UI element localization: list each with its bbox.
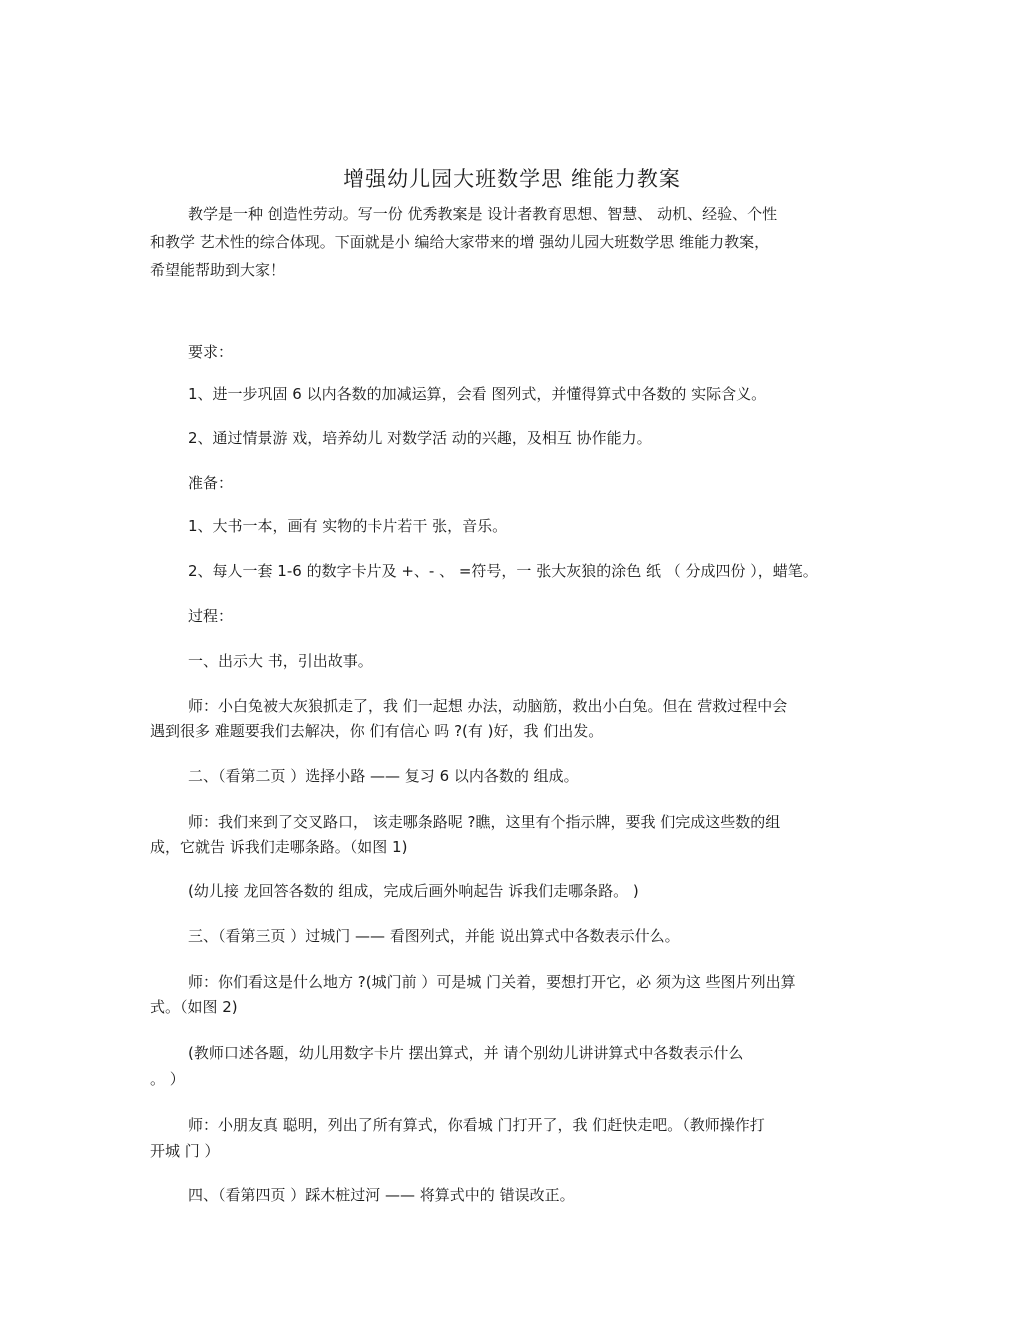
process-note-2-line-1: (教师口述各题，幼儿用数字卡片 摆出算式，并 请个别幼儿讲讲算式中各数表示什么 — [188, 1044, 744, 1062]
process-paragraph-4-line-1: 师：小朋友真 聪明，列出了所有算式，你看城 门打开了，我 们赶快走吧。（教师操作打 — [188, 1116, 765, 1134]
process-paragraph-2-line-2: 成，它就告 诉我们走哪条路。（如图 1) — [150, 838, 408, 856]
page-title: 增强幼儿园大班数学思 维能力教案 — [343, 167, 681, 191]
requirement-item-1: 1、进一步巩固 6 以内各数的加减运算，会看 图列式，并懂得算式中各数的 实际含义。 — [188, 385, 767, 403]
process-paragraph-1-line-1: 师：小白兔被大灰狼抓走了，我 们一起想 办法，动脑筋，救出小白兔。但在 营救过程中会 — [188, 697, 788, 715]
process-note-2-line-2: 。 ） — [150, 1070, 185, 1088]
process-step-2: 二、（看第二页 ）选择小路 —— 复习 6 以内各数的 组成。 — [188, 767, 579, 785]
process-paragraph-1-line-2: 遇到很多 难题要我们去解决，你 们有信心 吗 ?(有 )好，我 们出发。 — [150, 722, 604, 740]
preparation-heading: 准备： — [188, 474, 234, 492]
process-paragraph-2-line-1: 师：我们来到了交叉路口， 该走哪条路呢 ?瞧，这里有个指示牌，要我 们完成这些数的组 — [188, 813, 781, 831]
process-step-3: 三、（看第三页 ）过城门 —— 看图列式，并能 说出算式中各数表示什么。 — [188, 927, 680, 945]
process-step-1: 一、出示大 书，引出故事。 — [188, 652, 373, 670]
process-paragraph-4-line-2: 开城 门 ） — [150, 1142, 220, 1160]
requirements-heading: 要求： — [188, 343, 234, 361]
process-paragraph-3-line-2: 式。（如图 2) — [150, 998, 238, 1016]
process-heading: 过程： — [188, 607, 234, 625]
intro-line-1: 教学是一种 创造性劳动。写一份 优秀教案是 设计者教育思想、智慧、 动机、经验、个性 — [188, 205, 778, 223]
preparation-item-2: 2、每人一套 1-6 的数字卡片及 +、- 、 =符号，一 张大灰狼的涂色 纸 （ 分成四份 ），蜡笔。 — [188, 562, 818, 580]
process-note-1: (幼儿接 龙回答各数的 组成，完成后画外响起告 诉我们走哪条路。 ) — [188, 882, 639, 900]
process-step-4: 四、（看第四页 ）踩木桩过河 —— 将算式中的 错误改正。 — [188, 1186, 575, 1204]
requirement-item-2: 2、通过情景游 戏，培养幼儿 对数学活 动的兴趣，及相互 协作能力。 — [188, 429, 652, 447]
intro-line-3: 希望能帮助到大家！ — [150, 261, 286, 279]
intro-line-2: 和教学 艺术性的综合体现。下面就是小 编给大家带来的增 强幼儿园大班数学思 维能力教案， — [150, 233, 770, 251]
process-paragraph-3-line-1: 师：你们看这是什么地方 ?(城门前 ）可是城 门关着，要想打开它，必 须为这 些图片列出算 — [188, 973, 796, 991]
preparation-item-1: 1、大书一本，画有 实物的卡片若干 张，音乐。 — [188, 517, 508, 535]
